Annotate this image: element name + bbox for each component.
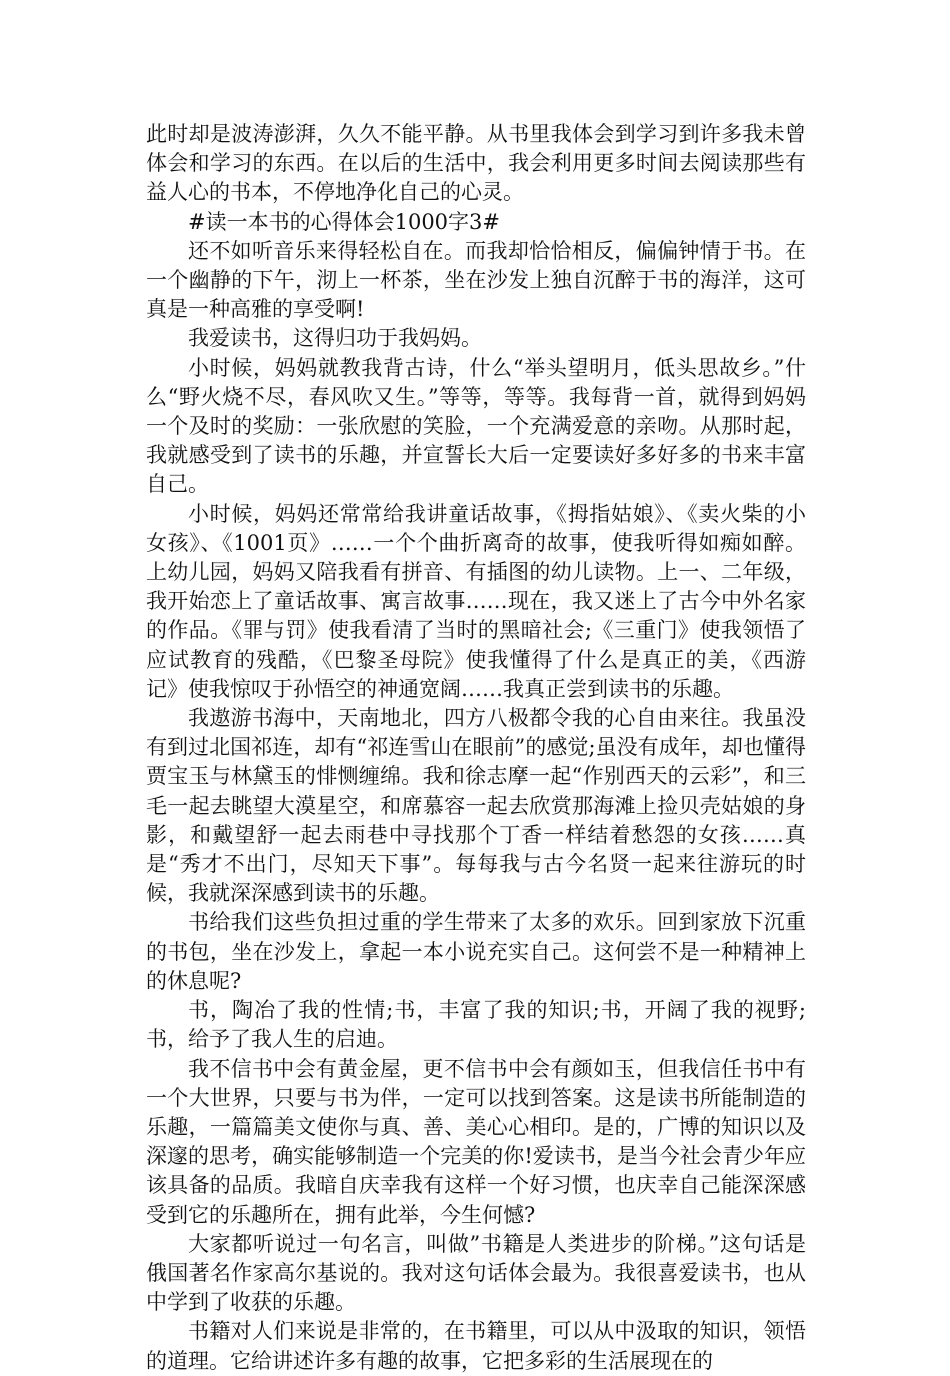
- paragraph-3: 我爱读书，这得归功于我妈妈。: [188, 326, 482, 351]
- paragraph-11: 书籍对人们来说是非常的，在书籍里，可以从中汲取的知识，领悟的道理。它给讲述许多有趣的故事，它把多彩的生活展现在的: [146, 1319, 806, 1373]
- document-body: [146, 120, 806, 1376]
- paragraph-5: 小时候，妈妈还常常给我讲童话故事，《拇指姑娘》、《卖火柴的小女孩》、《1001页》……一个个曲折离奇的故事，使我听得如痴如醉。上幼儿园，妈妈又陪我看有拼音、有插图的幼儿读物。上一、二年级，我开始恋上了童话故事、寓言故事……现在，我又迷上了古今中外名家的作品。《罪与罚》使我看清了当时的黑暗社会;《三重门》使我领悟了应试教育的残酷，《巴黎圣母院》使我懂得了什么是真正的美，《西游记》使我惊叹于孙悟空的神通宽阔……我真正尝到读书的乐趣。: [146, 501, 806, 701]
- paragraph-10: 大家都听说过一句名言，叫做”书籍是人类进步的阶梯。”这句话是俄国著名作家高尔基说的。我对这句话体会最为。我很喜爱读书，也从中学到了收获的乐趣。: [146, 1231, 806, 1315]
- paragraph-1: 此时却是波涛澎湃，久久不能平静。从书里我体会到学习到许多我未曾体会和学习的东西。在以后的生活中，我会利用更多时间去阅读那些有益人心的书本，不停地净化自己的心灵。: [146, 122, 806, 205]
- paragraph-2: 还不如听音乐来得轻松自在。而我却恰恰相反，偏偏钟情于书。在一个幽静的下午，沏上一杯茶，坐在沙发上独自沉醉于书的海洋，这可真是一种高雅的享受啊!: [146, 238, 806, 322]
- paragraph-4: 小时候，妈妈就教我背古诗，什么“举头望明月，低头思故乡。”什么“野火烧不尽，春风吹又生。”等等，等等。我每背一首，就得到妈妈一个及时的奖励：一张欣慰的笑脸，一个充满爱意的亲吻。从那时起，我就感受到了读书的乐趣，并宣誓长大后一定要读好多好多的书来丰富自己。: [146, 355, 806, 497]
- paragraph-6: 我遨游书海中，天南地北，四方八极都令我的心自由来往。我虽没有到过北国祁连，却有“祁连雪山在眼前”的感觉;虽没有成年，却也懂得贾宝玉与林黛玉的悱恻缠绵。我和徐志摩一起“作别西天的云彩”，和三毛一起去眺望大漠星空，和席慕容一起去欣赏那海滩上捡贝壳姑娘的身影，和戴望舒一起去雨巷中寻找那个丁香一样结着愁怨的女孩……真是“秀才不出门，尽知天下事”。每每我与古今名贤一起来往游玩的时候，我就深深感到读书的乐趣。: [146, 706, 806, 906]
- paragraph-9: 我不信书中会有黄金屋，更不信书中会有颜如玉，但我信任书中有一个大世界，只要与书为伴，一定可以找到答案。这是读书所能制造的乐趣，一篇篇美文使你与真、善、美心心相印。是的，广博的知识以及深邃的思考，确实能够制造一个完美的你!爱读书，是当今社会青少年应该具备的品质。我暗自庆幸我有这样一个好习惯，也庆幸自己能深深感受到它的乐趣所在，拥有此举，今生何憾?: [146, 1056, 806, 1227]
- paragraph-8: 书，陶冶了我的性情;书，丰富了我的知识;书，开阔了我的视野;书，给予了我人生的启迪。: [146, 998, 806, 1052]
- paragraph-7: 书给我们这些负担过重的学生带来了太多的欢乐。回到家放下沉重的书包，坐在沙发上，拿起一本小说充实自己。这何尝不是一种精神上的休息呢?: [146, 910, 806, 993]
- section-heading: #读一本书的心得体会1000字3#: [188, 209, 500, 234]
